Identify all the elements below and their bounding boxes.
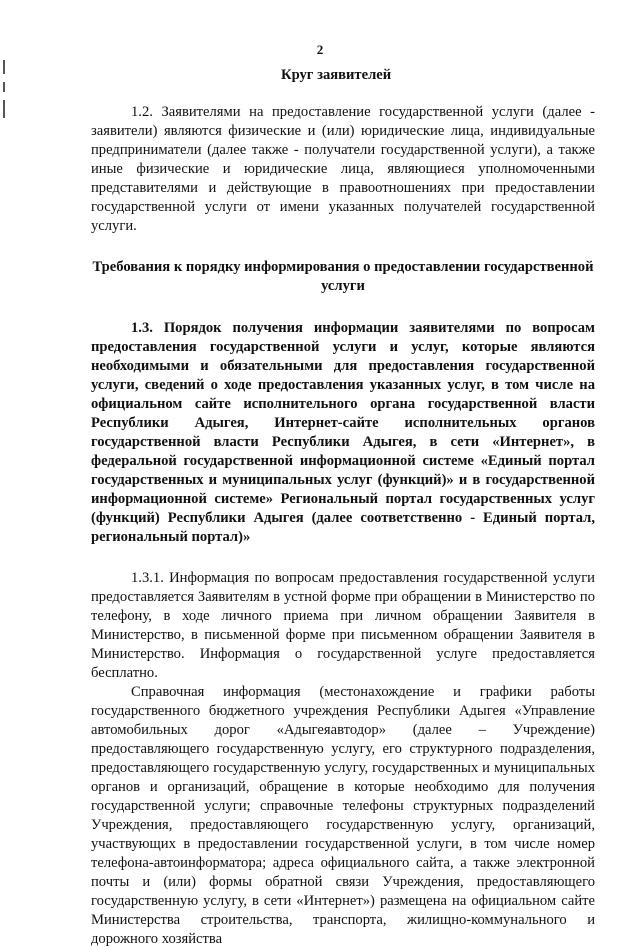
paragraph-1-3-1: 1.3.1. Информация по вопросам предоставления государственной услуги предоставляется Заявителям в устной форме при обращении в Министерство по телефону, в ходе личного приема при личном обращении Заявителя в Министерство, в письменной форме при письменном обращении Заявителя в Министерство. Информация о государственной услуге предоставляется бесплатно. [91, 570, 595, 681]
page-number: 2 [316, 42, 324, 57]
edge-mark [3, 60, 5, 74]
paragraph-1-3: 1.3. Порядок получения информации заявителями по вопросам предоставления государственной услуги и услуг, которые являются необходимыми и обязательными для предоставления государственной услуги, сведений о ходе предоставления указанных услуг, в том числе на официальном сайте исполнительного органа государственной власти Республики Адыгея, Интернет-сайте исполнительных органов государственной власти Республики Адыгея, в сети «Интернет», в федеральной государственной информационной системе «Единый портал государственных и муниципальных услуг (функций)» и в государственной информационной системе» Региональный портал государственных услуг (функций) Республики Адыгея (далее соответственно - Единый портал, региональный портал)» [91, 320, 595, 545]
paragraph-reference-info: Справочная информация (местонахождение и графики работы государственного бюджетного учреждения Республики Адыгея «Управление автомобильных дорог «Адыгеяавтодор» (далее – Учреждение) предоставляющего государственную услугу, его структурного подразделения, предоставляющего государственную услугу, государственных и муниципальных органов и организаций, обращение в которые необходимо для получения государственной услуги; справочные телефоны структурных подразделений Учреждения, предоставляющего государственную услугу, организаций, участвующих в предоставлении государственной услуги, в том числе номер телефона-автоинформатора; адреса официального сайта, а также электронной почты и (или) формы обратной связи Учреждения, предоставляющего государственную услугу, в сети «Интернет») размещена на официальном сайте Министерства строительства, транспорта, жилищно-коммунального и дорожного хозяйства [91, 684, 595, 947]
section-heading-requirements: Требования к порядку информирования о предоставлении государственной услуги [92, 259, 594, 294]
section-heading-applicants: Круг заявителей [281, 67, 392, 83]
scan-edge-marks [3, 60, 5, 120]
edge-mark [3, 82, 5, 92]
edge-mark [3, 100, 5, 118]
document-body [91, 66, 595, 949]
paragraph-1-2: 1.2. Заявителями на предоставление государственной услуги (далее - заявители) являются физические и (или) юридические лица, индивидуальные предприниматели (далее также - получатели государственной услуги), а также иные физические и юридические лица, являющиеся уполномоченными представителями и действующие в правоотношениях при предоставлении государственной услуги от имени указанных получателей государственной услуги. [91, 104, 595, 234]
